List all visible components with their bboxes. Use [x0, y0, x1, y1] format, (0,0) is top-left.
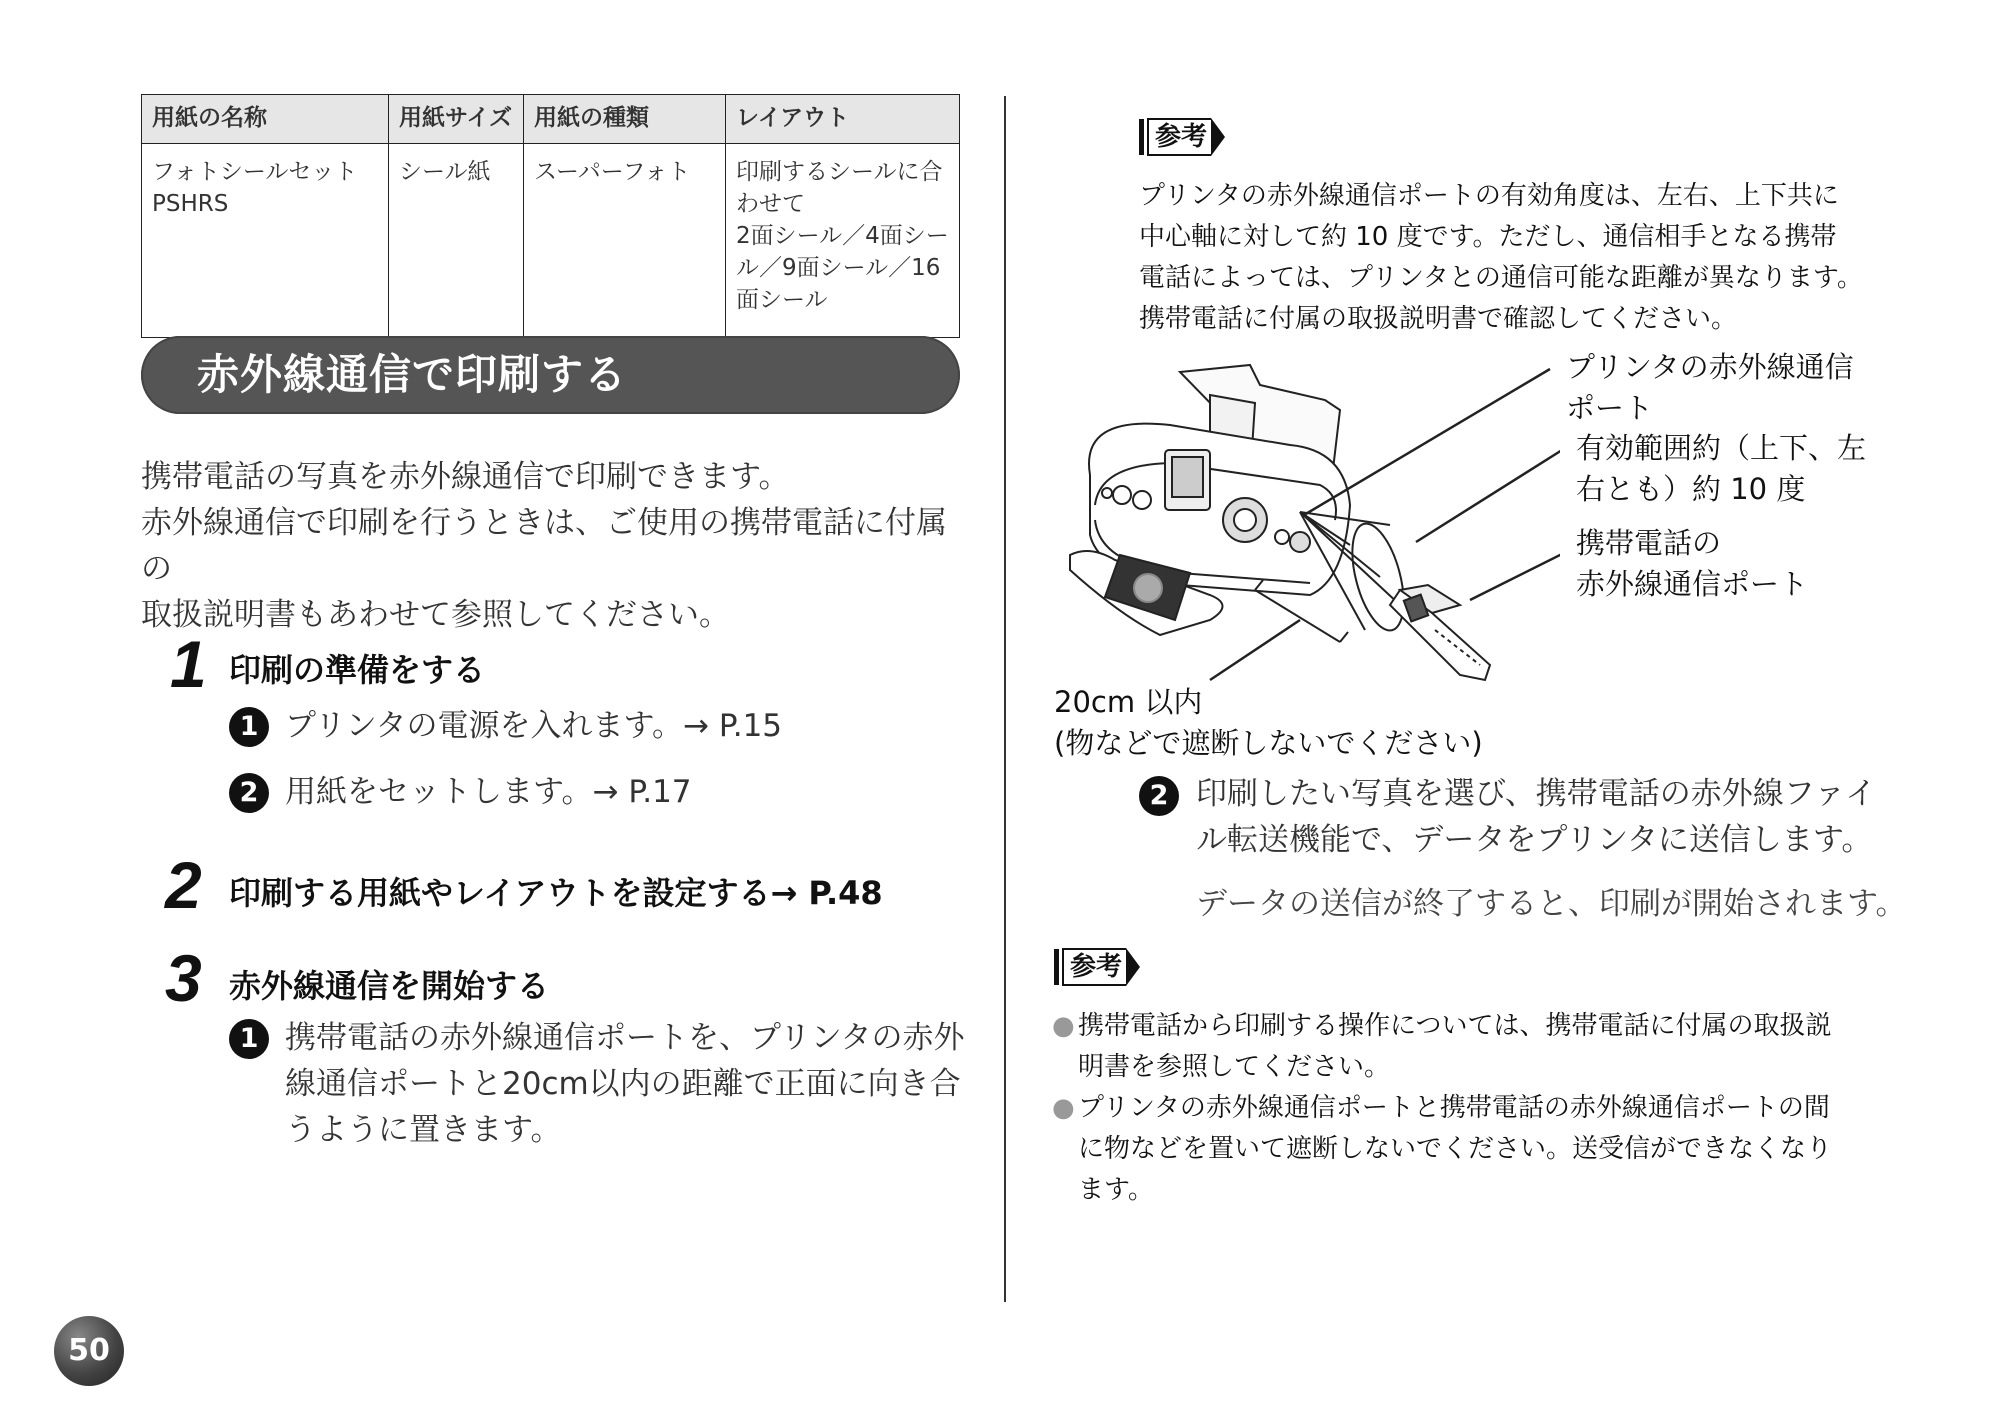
- step-number: 1: [170, 627, 207, 701]
- phone-port-label: [1576, 523, 1808, 605]
- step-bullet: 2: [229, 773, 269, 813]
- badge-bar: [1054, 949, 1059, 985]
- note-line: 携帯電話から印刷する操作については、携帯電話に付属の取扱説: [1078, 1011, 1832, 1041]
- badge-tip-icon: [1126, 948, 1140, 986]
- column-divider: [1004, 96, 1006, 1302]
- sub-step-text: [1196, 771, 1986, 863]
- callout-line: ポート: [1566, 391, 1654, 425]
- step-number: 3: [165, 941, 202, 1015]
- sub-step-text: [285, 1015, 975, 1153]
- printer-port-label: [1566, 347, 1854, 429]
- leader-line: [1470, 550, 1560, 600]
- step-title: 印刷の準備をする: [229, 651, 486, 689]
- callout-line: 右とも）約 10 度: [1576, 472, 1806, 506]
- table-header-size: 用紙サイズ: [389, 95, 524, 144]
- note-line: に物などを置いて遮断しないでください。送受信ができなくなり: [1078, 1134, 1833, 1164]
- intro-line: 赤外線通信で印刷を行うときは、ご使用の携帯電話に付属の: [141, 505, 947, 587]
- step-title: 印刷する用紙やレイアウトを設定する→ P.48: [229, 874, 883, 912]
- sub-step-note: データの送信が終了すると、印刷が開始されます。: [1196, 886, 1907, 922]
- reference-note-1: [1139, 176, 1979, 340]
- callout-line: 有効範囲約（上下、左: [1576, 431, 1867, 465]
- callout-line: (物などで遮断しないでください): [1054, 726, 1483, 760]
- intro-paragraph: [141, 454, 971, 638]
- distance-label: [1054, 682, 1483, 764]
- table-header-row: [142, 95, 960, 144]
- sub-step-line: ル転送機能で、データをプリンタに送信します。: [1196, 822, 1873, 858]
- range-label: [1576, 428, 1866, 510]
- step-bullet: 2: [1139, 776, 1179, 816]
- leader-line: [1210, 620, 1300, 680]
- sub-step-text: プリンタの電源を入れます。→ P.15: [285, 708, 783, 744]
- section-title: 赤外線通信で印刷する: [197, 350, 628, 399]
- gray-bullet-icon: ●: [1052, 1093, 1075, 1123]
- note-bullet-text: [1078, 1088, 1832, 1211]
- page-number: 50: [54, 1316, 124, 1386]
- callout-line: プリンタの赤外線通信: [1566, 350, 1854, 384]
- printer-icon: [1070, 365, 1350, 635]
- reference-label: 参考: [1147, 118, 1211, 156]
- note-line: 携帯電話に付属の取扱説明書で確認してください。: [1139, 304, 1738, 334]
- phone-icon: [1390, 585, 1490, 680]
- intro-line: 取扱説明書もあわせて参照してください。: [141, 597, 730, 633]
- table-row: [142, 144, 960, 338]
- table-header-name: 用紙の名称: [142, 95, 389, 144]
- reference-note-2: [1052, 1006, 1972, 1211]
- badge-bar: [1139, 119, 1144, 155]
- step-title: 赤外線通信を開始する: [229, 967, 550, 1005]
- cell-layout: 印刷するシールに合 わせて 2面シール／4面シー ル／9面シール／16 面シール: [726, 144, 960, 338]
- sub-step-line: 線通信ポートと20cm以内の距離で正面に向き合: [285, 1066, 961, 1102]
- sub-step-text: 用紙をセットします。→ P.17: [285, 774, 692, 810]
- note-line: 電話によっては、プリンタとの通信可能な距離が異なります。: [1139, 263, 1863, 293]
- leader-line: [1416, 445, 1560, 542]
- leader-line: [1304, 369, 1550, 515]
- note-bullet-item: [1052, 1088, 1972, 1211]
- table-header-layout: レイアウト: [726, 95, 960, 144]
- note-bullet-text: [1078, 1006, 1831, 1088]
- badge-tip-icon: [1211, 118, 1225, 156]
- step-bullet: 1: [229, 1019, 269, 1059]
- reference-label: 参考: [1062, 948, 1126, 986]
- note-line: プリンタの赤外線通信ポートと携帯電話の赤外線通信ポートの間: [1078, 1093, 1830, 1123]
- callout-line: 携帯電話の: [1576, 526, 1722, 560]
- cell-paper-type: スーパーフォト: [524, 144, 726, 338]
- note-line: 明書を参照してください。: [1078, 1052, 1391, 1082]
- paper-spec-table: [141, 94, 960, 338]
- callout-line: 20cm 以内: [1054, 685, 1203, 719]
- step-bullet: 1: [229, 707, 269, 747]
- printer-phone-illustration: [1060, 345, 1560, 695]
- step-number: 2: [165, 848, 202, 922]
- reference-badge: [1139, 118, 1225, 156]
- section-banner: [141, 336, 960, 414]
- note-line: 中心軸に対して約 10 度です。ただし、通信相手となる携帯: [1139, 222, 1837, 252]
- table-header-type: 用紙の種類: [524, 95, 726, 144]
- note-bullet-item: [1052, 1006, 1972, 1088]
- sub-step-line: 携帯電話の赤外線通信ポートを、プリンタの赤外: [285, 1020, 965, 1056]
- intro-line: 携帯電話の写真を赤外線通信で印刷できます。: [141, 459, 790, 495]
- sub-step-line: 印刷したい写真を選び、携帯電話の赤外線ファイ: [1196, 776, 1877, 812]
- sub-step-line: うように置きます。: [285, 1112, 562, 1148]
- callout-line: 赤外線通信ポート: [1576, 567, 1809, 601]
- note-line: プリンタの赤外線通信ポートの有効角度は、左右、上下共に: [1139, 181, 1839, 211]
- cell-paper-name: フォトシールセット PSHRS: [142, 144, 389, 338]
- note-line: ます。: [1078, 1175, 1154, 1205]
- reference-badge: [1054, 948, 1140, 986]
- gray-bullet-icon: ●: [1052, 1011, 1075, 1041]
- cell-paper-size: シール紙: [389, 144, 524, 338]
